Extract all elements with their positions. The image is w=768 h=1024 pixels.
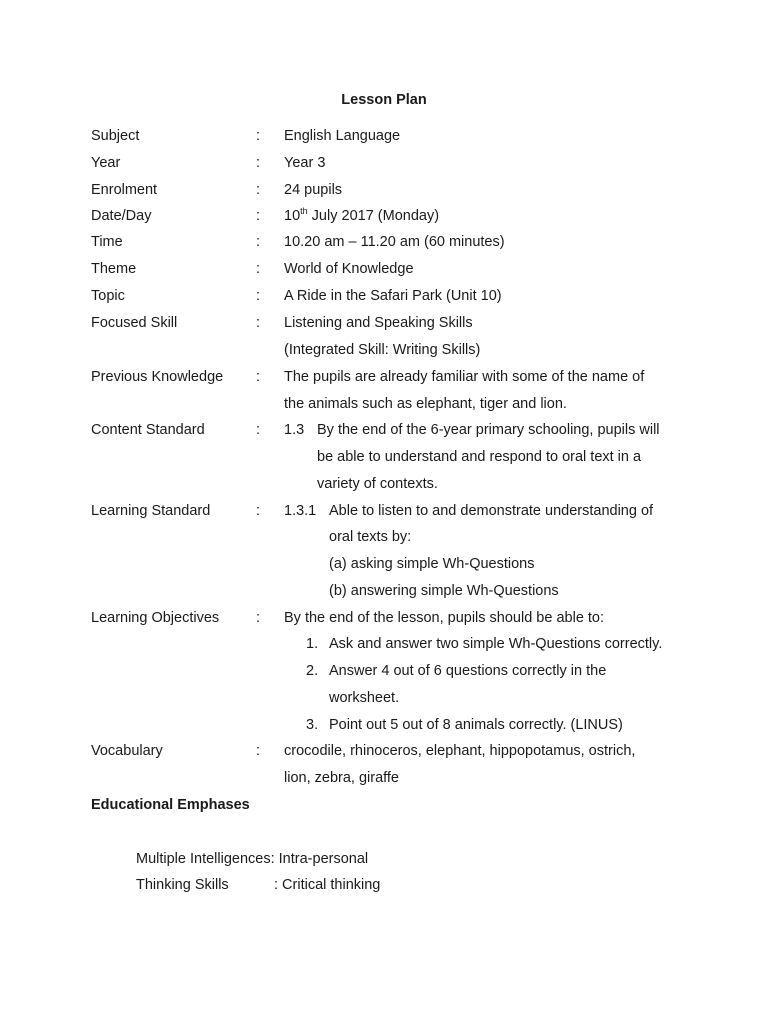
field-vocabulary-cont: [0, 768, 768, 788]
objective-text: Point out 5 out of 8 animals correctly. (LINUS): [329, 717, 623, 733]
field-colon: :: [256, 315, 261, 331]
field-value: World of Knowledge: [284, 261, 414, 277]
field-value: be able to understand and respond to oral text in a: [317, 449, 642, 465]
field-learning-standard: [0, 501, 768, 521]
field-value: Listening and Speaking Skills: [284, 315, 473, 331]
field-colon: :: [256, 288, 261, 304]
objective-number: 2.: [306, 663, 319, 679]
field-label: Content Standard: [91, 422, 205, 438]
emphasis-value: : Critical thinking: [274, 877, 381, 893]
field-label: Learning Objectives: [91, 610, 220, 626]
field-value: 24 pupils: [284, 182, 343, 198]
field-value: (a) asking simple Wh-Questions: [329, 556, 535, 572]
field-value: Year 3: [284, 155, 326, 171]
field-value: A Ride in the Safari Park (Unit 10): [284, 288, 502, 304]
field-vocabulary: [0, 741, 768, 761]
field-value: (b) answering simple Wh-Questions: [329, 583, 559, 599]
field-colon: :: [256, 234, 261, 250]
objective-item: [0, 661, 768, 681]
field-focused-skill-cont: [0, 340, 768, 360]
field-label: Date/Day: [91, 208, 152, 224]
emphasis-thinking-skills: [0, 875, 768, 895]
objective-number: 3.: [306, 717, 319, 733]
field-colon: :: [256, 369, 261, 385]
date-rest: July 2017 (Monday): [307, 208, 440, 224]
emphasis-multiple-intelligences: [0, 849, 768, 869]
objective-number: 1.: [306, 636, 319, 652]
field-content-standard-cont: [0, 474, 768, 494]
field-colon: :: [256, 182, 261, 198]
field-enrolment: [0, 180, 768, 200]
field-value: variety of contexts.: [317, 476, 438, 492]
field-colon: :: [256, 503, 261, 519]
field-value: By the end of the 6-year primary schooling, pupils will: [317, 422, 660, 438]
date-ordinal-suffix: th: [300, 206, 308, 217]
field-value: Able to listen to and demonstrate understanding of: [329, 503, 654, 519]
field-date-day: [0, 206, 768, 226]
field-colon: :: [256, 155, 261, 171]
objective-item: [0, 715, 768, 735]
objective-item-cont: [0, 688, 768, 708]
field-label: Learning Standard: [91, 503, 211, 519]
field-learning-standard-cont: [0, 527, 768, 547]
field-learning-standard-item: [0, 554, 768, 574]
field-colon: :: [256, 208, 261, 224]
field-content-standard: [0, 420, 768, 440]
field-topic: [0, 286, 768, 306]
field-label: Time: [91, 234, 123, 250]
field-previous-knowledge: [0, 367, 768, 387]
field-value: English Language: [284, 128, 401, 144]
field-learning-objectives: [0, 608, 768, 628]
field-focused-skill: [0, 313, 768, 333]
document-title: Lesson Plan: [341, 92, 427, 108]
field-year: [0, 153, 768, 173]
field-colon: :: [256, 610, 261, 626]
objective-text: Answer 4 out of 6 questions correctly in the: [329, 663, 607, 679]
field-value: the animals such as elephant, tiger and lion.: [284, 396, 567, 412]
emphasis-label: Thinking Skills: [136, 877, 229, 893]
field-value: 10.20 am – 11.20 am (60 minutes): [284, 234, 505, 250]
section-heading: Educational Emphases: [91, 797, 250, 813]
emphasis-text: Multiple Intelligences: Intra-personal: [136, 851, 369, 867]
field-value: oral texts by:: [329, 529, 412, 545]
field-theme: [0, 259, 768, 279]
field-label: Enrolment: [91, 182, 158, 198]
field-value: The pupils are already familiar with some of the name of: [284, 369, 645, 385]
objective-text: worksheet.: [329, 690, 400, 706]
field-label: Theme: [91, 261, 137, 277]
field-colon: :: [256, 128, 261, 144]
field-label: Subject: [91, 128, 140, 144]
section-heading-educational-emphases: [0, 795, 768, 815]
field-label: Vocabulary: [91, 743, 163, 759]
standard-number: 1.3.1: [284, 503, 317, 519]
field-value: crocodile, rhinoceros, elephant, hippopotamus, ostrich,: [284, 743, 636, 759]
field-label: Focused Skill: [91, 315, 178, 331]
field-label: Topic: [91, 288, 125, 304]
field-colon: :: [256, 743, 261, 759]
field-value: lion, zebra, giraffe: [284, 770, 399, 786]
field-subject: [0, 126, 768, 146]
standard-number: 1.3: [284, 422, 305, 438]
field-previous-knowledge-cont: [0, 394, 768, 414]
field-value: By the end of the lesson, pupils should be able to:: [284, 610, 605, 626]
field-label: Year: [91, 155, 121, 171]
field-learning-standard-item: [0, 581, 768, 601]
date-day-number: 10: [284, 208, 301, 224]
field-content-standard-cont: [0, 447, 768, 467]
field-value: [284, 206, 439, 226]
field-value: (Integrated Skill: Writing Skills): [284, 342, 481, 358]
field-colon: :: [256, 261, 261, 277]
field-label: Previous Knowledge: [91, 369, 224, 385]
objective-text: Ask and answer two simple Wh-Questions correctly.: [329, 636, 663, 652]
objective-item: [0, 634, 768, 654]
field-colon: :: [256, 422, 261, 438]
field-time: [0, 232, 768, 252]
